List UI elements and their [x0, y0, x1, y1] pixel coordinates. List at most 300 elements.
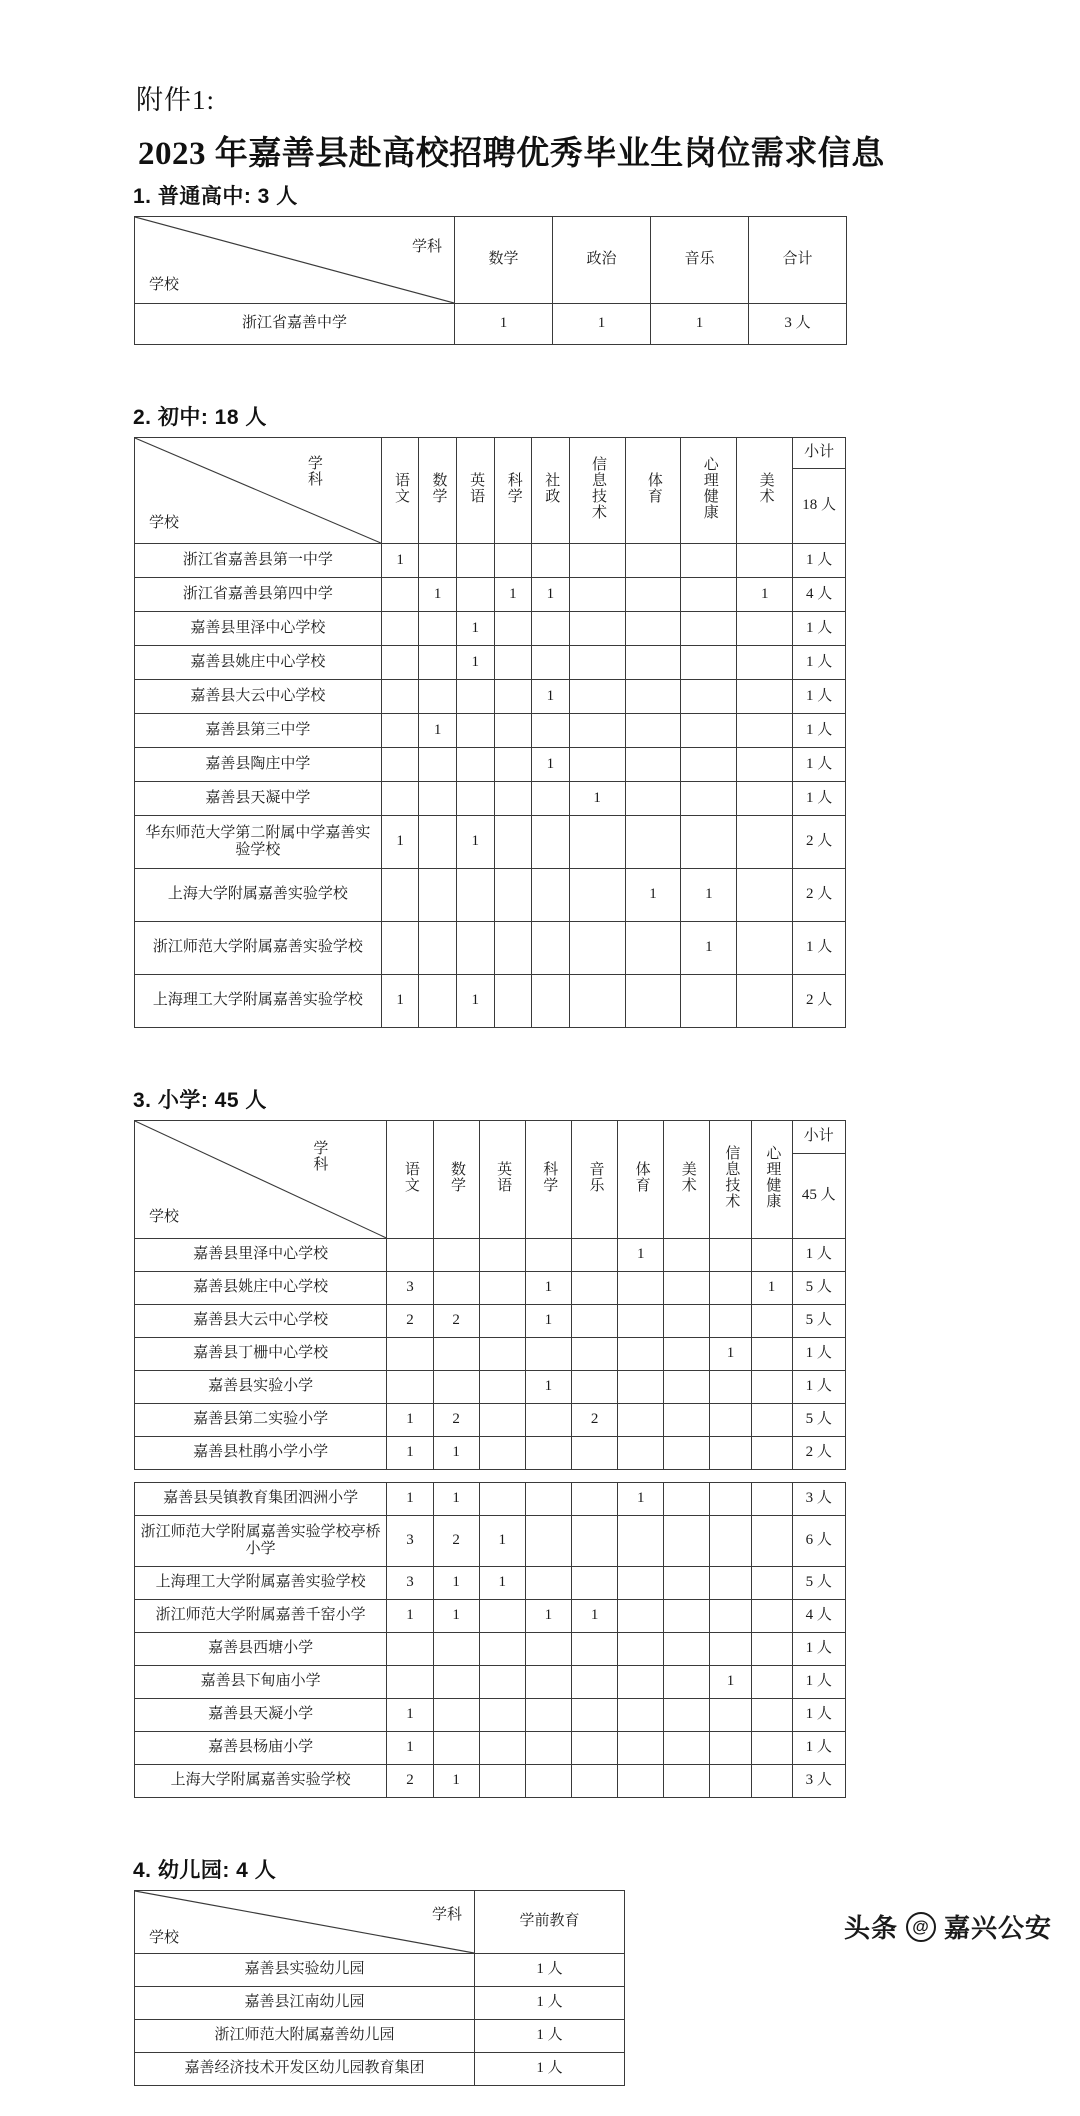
cell-value [479, 1699, 525, 1732]
cell-value [572, 1516, 618, 1567]
cell-value [419, 680, 457, 714]
cell-value: 1 [625, 869, 681, 922]
column-header-total: 合计 [749, 217, 847, 304]
table-row [135, 1666, 846, 1699]
cell-value [525, 1516, 571, 1567]
table-row [135, 714, 846, 748]
table-row [135, 1371, 846, 1404]
cell-value [525, 1483, 571, 1516]
table-row [135, 782, 846, 816]
watermark [844, 1908, 1052, 1945]
table-senior-high [134, 216, 847, 345]
cell-row-total: 1 人 [793, 680, 846, 714]
cell-row-total: 1 人 [793, 646, 846, 680]
table-row [135, 1239, 846, 1272]
cell-value [681, 612, 737, 646]
row-school-name: 嘉善县第二实验小学 [135, 1404, 387, 1437]
at-icon: @ [906, 1912, 936, 1942]
cell-value [572, 1666, 618, 1699]
cell-value: 1 人 [475, 1987, 625, 2020]
table-row [135, 1987, 625, 2020]
cell-row-total: 1 人 [793, 714, 846, 748]
cell-value [751, 1699, 792, 1732]
cell-value [419, 922, 457, 975]
row-school-name: 嘉善县天凝小学 [135, 1699, 387, 1732]
row-school-name: 嘉善县姚庄中心学校 [135, 1272, 387, 1305]
cell-value [381, 869, 419, 922]
cell-value [479, 1404, 525, 1437]
row-school-name: 嘉善县姚庄中心学校 [135, 646, 382, 680]
cell-row-total: 3 人 [749, 304, 847, 345]
cell-value [625, 975, 681, 1028]
table-row [135, 1437, 846, 1470]
cell-value [572, 1371, 618, 1404]
cell-value [710, 1633, 751, 1666]
cell-value [618, 1437, 664, 1470]
cell-value [737, 975, 793, 1028]
cell-value [456, 544, 494, 578]
table-row [135, 304, 847, 345]
cell-value [569, 646, 625, 680]
cell-value: 1 [618, 1483, 664, 1516]
cell-value [625, 922, 681, 975]
cell-value [681, 816, 737, 869]
cell-value [751, 1239, 792, 1272]
cell-row-total: 1 人 [792, 1732, 845, 1765]
row-school-name: 嘉善县西塘小学 [135, 1633, 387, 1666]
section4-heading: 4. 幼儿园: 4 人 [133, 1859, 277, 1882]
cell-row-total: 1 人 [793, 612, 846, 646]
cell-value: 1 [419, 578, 457, 612]
cell-value [525, 1404, 571, 1437]
cell-value [572, 1732, 618, 1765]
cell-value [618, 1272, 664, 1305]
cell-value [494, 748, 532, 782]
column-header: 信息技术 [710, 1121, 751, 1239]
cell-value: 1 [433, 1483, 479, 1516]
cell-value [569, 869, 625, 922]
cell-value: 2 [433, 1305, 479, 1338]
watermark-prefix: 头条 [843, 1913, 898, 1943]
column-header: 心理健康 [681, 438, 737, 544]
table-junior-high [134, 437, 846, 1028]
cell-value [751, 1483, 792, 1516]
cell-value [381, 782, 419, 816]
cell-value [572, 1483, 618, 1516]
table-subtotal-header-row [135, 1121, 846, 1154]
document-content [128, 78, 952, 2116]
cell-value: 2 [387, 1305, 433, 1338]
subtotal-header-value: 18 人 [793, 469, 846, 544]
column-header: 音乐 [651, 217, 749, 304]
section-primary [128, 1084, 952, 1798]
cell-value: 1 [525, 1305, 571, 1338]
row-school-name: 上海大学附属嘉善实验学校 [135, 869, 382, 922]
cell-value: 1 [456, 646, 494, 680]
cell-value: 1 [387, 1483, 433, 1516]
row-school-name: 嘉善县里泽中心学校 [135, 612, 382, 646]
table-header-row [135, 217, 847, 304]
cell-value [625, 816, 681, 869]
cell-value [494, 646, 532, 680]
table-row [135, 578, 846, 612]
header-label-subject: 学科 [431, 1907, 462, 1924]
cell-value [664, 1272, 710, 1305]
cell-value [532, 646, 570, 680]
cell-row-total: 2 人 [792, 1437, 845, 1470]
cell-value [751, 1732, 792, 1765]
subtotal-header-label: 小计 [793, 438, 846, 469]
cell-value [532, 612, 570, 646]
cell-value [419, 869, 457, 922]
cell-value: 3 [387, 1516, 433, 1567]
cell-value: 1 [532, 748, 570, 782]
cell-value: 1 [387, 1732, 433, 1765]
cell-value: 1 [381, 544, 419, 578]
cell-row-total: 1 人 [792, 1699, 845, 1732]
cell-row-total: 3 人 [792, 1765, 845, 1798]
cell-row-total: 1 人 [792, 1666, 845, 1699]
cell-value [569, 544, 625, 578]
section-junior-high [128, 401, 952, 1028]
cell-value [710, 1371, 751, 1404]
table-row [135, 816, 846, 869]
cell-value [494, 714, 532, 748]
cell-value [525, 1239, 571, 1272]
cell-value [433, 1732, 479, 1765]
cell-value [456, 782, 494, 816]
column-header: 数学 [433, 1121, 479, 1239]
cell-row-total: 2 人 [793, 816, 846, 869]
table-row [135, 1338, 846, 1371]
cell-row-total: 1 人 [793, 782, 846, 816]
cell-value [525, 1437, 571, 1470]
cell-value [494, 816, 532, 869]
cell-value [664, 1305, 710, 1338]
cell-value [381, 578, 419, 612]
cell-value: 2 [433, 1404, 479, 1437]
row-school-name: 嘉善县实验小学 [135, 1371, 387, 1404]
cell-value [494, 782, 532, 816]
cell-value [381, 714, 419, 748]
column-header: 美术 [664, 1121, 710, 1239]
header-corner-cell [135, 1121, 387, 1239]
cell-value: 1 [569, 782, 625, 816]
row-school-name: 嘉善县江南幼儿园 [135, 1987, 475, 2020]
cell-value [525, 1732, 571, 1765]
cell-value [618, 1305, 664, 1338]
cell-value [737, 782, 793, 816]
cell-value [625, 680, 681, 714]
cell-value [737, 680, 793, 714]
section-kindergarten [128, 1854, 952, 2086]
table-row [135, 1272, 846, 1305]
table-primary-part1 [134, 1120, 846, 1470]
cell-value [419, 975, 457, 1028]
cell-value [525, 1765, 571, 1798]
cell-value [618, 1371, 664, 1404]
column-header: 体育 [618, 1121, 664, 1239]
table-row [135, 2020, 625, 2053]
cell-value [572, 1567, 618, 1600]
table-row [135, 1699, 846, 1732]
table-row [135, 975, 846, 1028]
cell-value: 1 [419, 714, 457, 748]
cell-row-total: 2 人 [793, 975, 846, 1028]
cell-value [381, 922, 419, 975]
column-header: 数学 [455, 217, 553, 304]
cell-value [419, 544, 457, 578]
cell-value [710, 1404, 751, 1437]
cell-value [618, 1666, 664, 1699]
cell-value [433, 1633, 479, 1666]
cell-value [494, 922, 532, 975]
cell-row-total: 5 人 [792, 1404, 845, 1437]
cell-value [737, 544, 793, 578]
header-label-school: 学校 [149, 277, 180, 294]
row-school-name: 嘉善县实验幼儿园 [135, 1954, 475, 1987]
cell-value [479, 1483, 525, 1516]
row-school-name: 嘉善县里泽中心学校 [135, 1239, 387, 1272]
cell-value: 1 [387, 1437, 433, 1470]
table-row [135, 1305, 846, 1338]
cell-value: 1 人 [475, 1954, 625, 1987]
cell-row-total: 6 人 [792, 1516, 845, 1567]
cell-value [737, 748, 793, 782]
cell-value [479, 1437, 525, 1470]
subtotal-header-value: 45 人 [792, 1154, 845, 1239]
cell-value: 3 [387, 1272, 433, 1305]
table-row [135, 748, 846, 782]
header-label-school: 学校 [149, 515, 180, 532]
cell-value [664, 1371, 710, 1404]
cell-value [456, 578, 494, 612]
cell-value [664, 1437, 710, 1470]
header-corner-cell [135, 217, 455, 304]
cell-value [737, 646, 793, 680]
cell-value [618, 1732, 664, 1765]
cell-value [419, 748, 457, 782]
cell-row-total: 2 人 [793, 869, 846, 922]
cell-value [381, 680, 419, 714]
table-row [135, 2053, 625, 2086]
cell-value [664, 1633, 710, 1666]
row-school-name: 嘉善县陶庄中学 [135, 748, 382, 782]
header-corner-cell [135, 1891, 475, 1954]
table-kindergarten [134, 1890, 625, 2086]
row-school-name: 浙江师范大学附属嘉善实验学校 [135, 922, 382, 975]
row-school-name: 嘉善县杜鹃小学小学 [135, 1437, 387, 1470]
table-body-group2 [135, 1483, 846, 1798]
cell-value: 1 [532, 680, 570, 714]
row-school-name: 嘉善县吴镇教育集团泗洲小学 [135, 1483, 387, 1516]
cell-value: 2 [433, 1516, 479, 1567]
cell-row-total: 3 人 [792, 1483, 845, 1516]
cell-value [737, 714, 793, 748]
cell-value [569, 680, 625, 714]
cell-value [433, 1272, 479, 1305]
cell-value [433, 1666, 479, 1699]
row-school-name: 浙江师范大附属嘉善幼儿园 [135, 2020, 475, 2053]
row-school-name: 上海理工大学附属嘉善实验学校 [135, 1567, 387, 1600]
cell-value: 1 [455, 304, 553, 345]
cell-value [433, 1338, 479, 1371]
table-row [135, 1633, 846, 1666]
row-school-name: 上海大学附属嘉善实验学校 [135, 1765, 387, 1798]
cell-value [664, 1732, 710, 1765]
cell-value: 2 [572, 1404, 618, 1437]
cell-value [710, 1516, 751, 1567]
section1-heading: 1. 普通高中: 3 人 [133, 185, 298, 208]
cell-value [664, 1338, 710, 1371]
cell-value [751, 1404, 792, 1437]
cell-value: 1 [525, 1272, 571, 1305]
cell-value [479, 1371, 525, 1404]
row-school-name: 嘉善县下甸庙小学 [135, 1666, 387, 1699]
cell-value: 1 人 [475, 2053, 625, 2086]
cell-value [479, 1732, 525, 1765]
cell-value [572, 1765, 618, 1798]
cell-value: 1 [553, 304, 651, 345]
cell-value: 1 [387, 1600, 433, 1633]
cell-value [532, 544, 570, 578]
section-spacer [128, 375, 952, 401]
column-header: 心理健康 [751, 1121, 792, 1239]
cell-value [419, 646, 457, 680]
column-header: 英语 [479, 1121, 525, 1239]
cell-value [419, 782, 457, 816]
cell-value [532, 922, 570, 975]
cell-value: 1 [381, 816, 419, 869]
cell-value [479, 1305, 525, 1338]
row-school-name: 浙江省嘉善县第一中学 [135, 544, 382, 578]
cell-value: 1 [618, 1239, 664, 1272]
cell-value [710, 1483, 751, 1516]
cell-value: 1 [479, 1567, 525, 1600]
row-school-name: 华东师范大学第二附属中学嘉善实验学校 [135, 816, 382, 869]
cell-value [618, 1633, 664, 1666]
cell-value [710, 1437, 751, 1470]
cell-value [532, 869, 570, 922]
row-school-name: 浙江省嘉善县第四中学 [135, 578, 382, 612]
cell-value [751, 1338, 792, 1371]
cell-value [681, 680, 737, 714]
cell-value [433, 1371, 479, 1404]
cell-value [618, 1516, 664, 1567]
cell-value [625, 782, 681, 816]
table-row [135, 646, 846, 680]
cell-value [664, 1239, 710, 1272]
column-header: 社政 [532, 438, 570, 544]
cell-value [664, 1404, 710, 1437]
cell-value [525, 1338, 571, 1371]
cell-row-total: 1 人 [792, 1338, 845, 1371]
cell-value [751, 1633, 792, 1666]
table-header-row [135, 1891, 625, 1954]
cell-value [494, 680, 532, 714]
cell-value [525, 1633, 571, 1666]
column-header: 语文 [381, 438, 419, 544]
cell-value [737, 869, 793, 922]
row-school-name: 浙江师范大学附属嘉善千窑小学 [135, 1600, 387, 1633]
cell-value [494, 544, 532, 578]
cell-value [381, 646, 419, 680]
cell-value [572, 1633, 618, 1666]
row-school-name: 上海理工大学附属嘉善实验学校 [135, 975, 382, 1028]
cell-value [572, 1239, 618, 1272]
table-row [135, 1567, 846, 1600]
table-row [135, 869, 846, 922]
cell-value [664, 1765, 710, 1798]
row-school-name: 嘉善县第三中学 [135, 714, 382, 748]
cell-value [625, 578, 681, 612]
cell-value [479, 1666, 525, 1699]
cell-value [419, 816, 457, 869]
column-header: 科学 [525, 1121, 571, 1239]
attachment-label: 附件1: [136, 85, 216, 115]
cell-value [664, 1699, 710, 1732]
cell-value [479, 1765, 525, 1798]
cell-value [456, 922, 494, 975]
cell-value [387, 1371, 433, 1404]
cell-value [569, 816, 625, 869]
section2-heading: 2. 初中: 18 人 [133, 406, 267, 429]
cell-value [479, 1239, 525, 1272]
cell-value [737, 922, 793, 975]
cell-value: 1 [433, 1437, 479, 1470]
cell-value [710, 1239, 751, 1272]
cell-row-total: 4 人 [792, 1600, 845, 1633]
cell-value [532, 782, 570, 816]
cell-row-total: 1 人 [792, 1371, 845, 1404]
table-row [135, 922, 846, 975]
cell-value [710, 1567, 751, 1600]
cell-value [569, 714, 625, 748]
cell-value: 1 [433, 1600, 479, 1633]
cell-value [618, 1404, 664, 1437]
cell-value [737, 816, 793, 869]
cell-value [618, 1567, 664, 1600]
row-school-name: 嘉善县杨庙小学 [135, 1732, 387, 1765]
table-body [135, 304, 847, 345]
cell-value [494, 975, 532, 1028]
cell-value [569, 748, 625, 782]
row-school-name: 嘉善县大云中心学校 [135, 680, 382, 714]
header-label-school: 学校 [149, 1209, 180, 1226]
cell-value [751, 1666, 792, 1699]
cell-value [381, 748, 419, 782]
cell-value [479, 1600, 525, 1633]
cell-value: 1 [433, 1765, 479, 1798]
table-row [135, 1732, 846, 1765]
cell-row-total: 1 人 [792, 1239, 845, 1272]
row-school-name: 浙江师范大学附属嘉善实验学校亭桥小学 [135, 1516, 387, 1567]
cell-value [572, 1338, 618, 1371]
cell-value: 1 [710, 1338, 751, 1371]
cell-value [681, 714, 737, 748]
cell-row-total: 5 人 [792, 1305, 845, 1338]
cell-value [710, 1600, 751, 1633]
table-row [135, 1765, 846, 1798]
cell-value [710, 1699, 751, 1732]
section-senior-high [128, 180, 952, 345]
cell-value [710, 1305, 751, 1338]
row-school-name: 嘉善经济技术开发区幼儿园教育集团 [135, 2053, 475, 2086]
watermark-handle: 嘉兴公安 [943, 1913, 1052, 1943]
cell-value: 1 [525, 1371, 571, 1404]
table-primary-part2 [134, 1482, 846, 1798]
cell-value: 1 [525, 1600, 571, 1633]
